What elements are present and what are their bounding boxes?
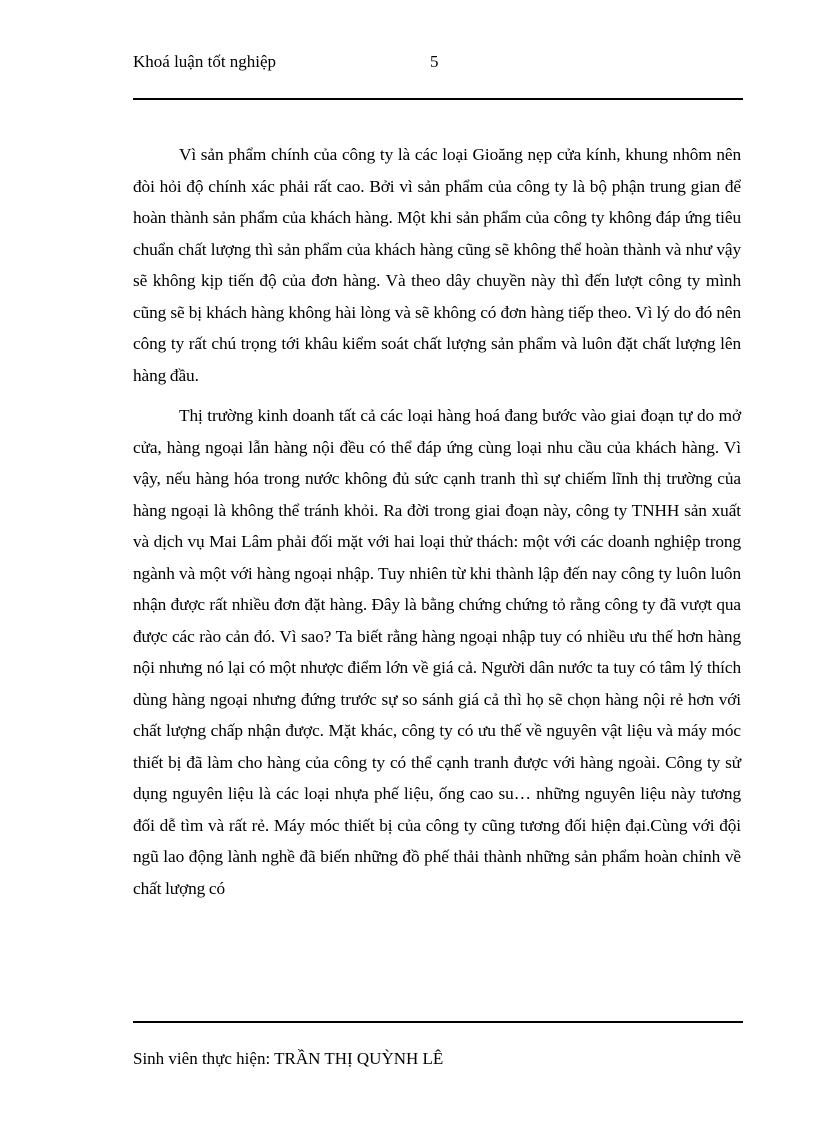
footer-rule — [133, 1021, 743, 1023]
paragraph-1: Vì sản phẩm chính của công ty là các loại Gioăng nẹp cửa kính, khung nhôm nên đòi hỏi độ chính xác phải rất cao. Bởi vì sản phẩm của công ty là bộ phận trung gian để hoàn thành sản phẩm của khách hàng. Một khi sản phẩm của công ty không đáp ứng tiêu chuẩn chất lượng thì sản phẩm của khách hàng cũng sẽ không thể hoàn thành và như vậy sẽ không kịp tiến độ của đơn hàng. Và theo dây chuyền này thì đến lượt công ty mình cũng sẽ bị khách hàng không hài lòng và sẽ không có đơn hàng tiếp theo. Vì lý do đó nên công ty rất chú trọng tới khâu kiểm soát chất lượng sản phẩm và luôn đặt chất lượng lên hàng đầu. — [133, 145, 741, 385]
page-number: 5 — [430, 52, 439, 71]
header-rule — [133, 98, 743, 100]
body-text — [133, 139, 741, 904]
paragraph-2: Thị trường kinh doanh tất cả các loại hàng hoá đang bước vào giai đoạn tự do mở cửa, hàng ngoại lẫn hàng nội đều có thể đáp ứng cùng loại nhu cầu của khách hàng. Vì vậy, nếu hàng hóa trong nước không đủ sức cạnh tranh thì sự chiếm lĩnh thị trường của hàng ngoại là không thể tránh khỏi. Ra đời trong giai đoạn này, công ty TNHH sản xuất và dịch vụ Mai Lâm phải đối mặt với hai loại thử thách: một với các doanh nghiệp trong ngành và một với hàng ngoại nhập. Tuy nhiên từ khi thành lập đến nay công ty luôn luôn nhận được rất nhiều đơn đặt hàng. Đây là bằng chứng chứng tỏ rằng công ty đã vượt qua được các rào cản đó. Vì sao? Ta biết rằng hàng ngoại nhập tuy có nhiều ưu thế hơn hàng nội nhưng nó lại có một nhược điểm lớn về giá cả. Người dân nước ta tuy có tâm lý thích dùng hàng ngoại nhưng đứng trước sự so sánh giá cả thì họ sẽ chọn hàng nội rẻ hơn với chất lượng chấp nhận được. Mặt khác, công ty có ưu thế về nguyên vật liệu và máy móc thiết bị đã làm cho hàng của công ty có thể cạnh tranh được với hàng ngoài. Công ty sử dụng nguyên liệu là các loại nhựa phế liệu, ống cao su… những nguyên liệu này tương đối dễ tìm và rất rẻ. Máy móc thiết bị của công ty cũng tương đối hiện đại.Cùng với đội ngũ lao động lành nghề đã biến những đồ phế thải thành những sản phẩm hoàn chỉnh về chất lượng có — [133, 406, 741, 898]
header-title: Khoá luận tốt nghiệp — [133, 52, 277, 71]
footer-author: Sinh viên thực hiện: TRẦN THỊ QUỲNH LÊ — [133, 1049, 444, 1068]
